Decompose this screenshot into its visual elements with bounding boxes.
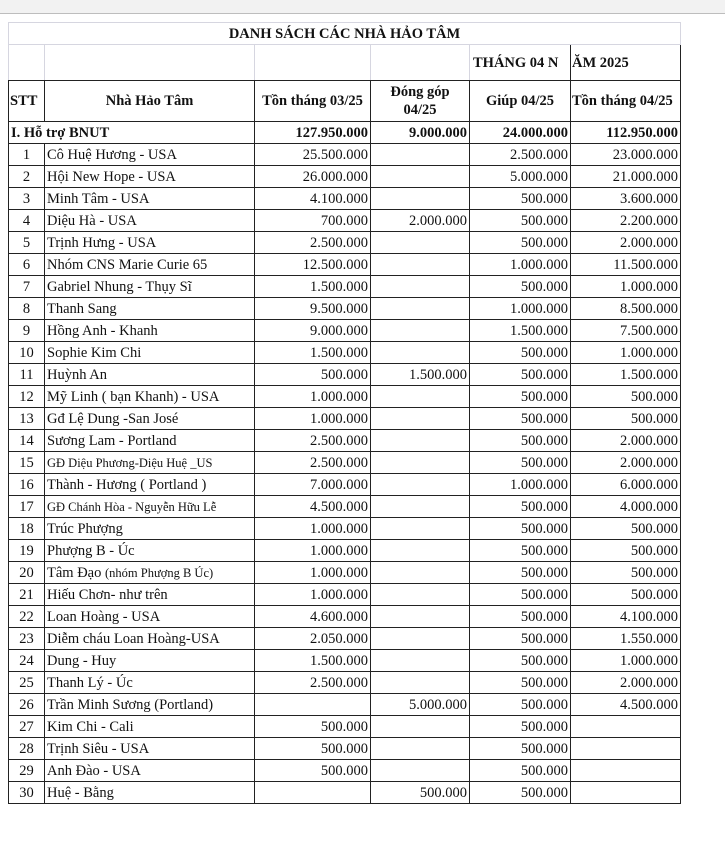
row-donor-name <box>45 430 255 452</box>
donor-name-text: Hồng Anh - Khanh <box>47 322 158 339</box>
row-stt: 3 <box>9 188 45 210</box>
table-row <box>9 342 681 364</box>
row-stt: 17 <box>9 496 45 518</box>
row-balance-curr <box>571 716 681 738</box>
row-balance-curr <box>571 782 681 804</box>
top-toolbar-strip <box>0 0 725 14</box>
row-aid: 500.000 <box>470 496 571 518</box>
donor-name-text: Minh Tâm - USA <box>47 190 150 207</box>
row-balance-prev: 1.000.000 <box>255 408 371 430</box>
row-stt: 8 <box>9 298 45 320</box>
row-balance-curr: 2.200.000 <box>571 210 681 232</box>
row-stt: 24 <box>9 650 45 672</box>
donor-name-text: Hiếu Chơn- như trên <box>47 586 168 603</box>
row-balance-prev: 9.500.000 <box>255 298 371 320</box>
table-row <box>9 562 681 584</box>
row-aid: 500.000 <box>470 672 571 694</box>
row-contribution <box>371 716 470 738</box>
row-stt: 28 <box>9 738 45 760</box>
sheet-title: DANH SÁCH CÁC NHÀ HẢO TÂM <box>9 23 681 45</box>
row-balance-curr: 7.500.000 <box>571 320 681 342</box>
row-balance-prev: 500.000 <box>255 760 371 782</box>
row-contribution <box>371 386 470 408</box>
row-aid: 500.000 <box>470 276 571 298</box>
row-balance-prev: 500.000 <box>255 738 371 760</box>
row-balance-curr: 6.000.000 <box>571 474 681 496</box>
row-aid: 500.000 <box>470 408 571 430</box>
row-balance-prev: 9.000.000 <box>255 320 371 342</box>
row-aid: 1.500.000 <box>470 320 571 342</box>
row-contribution <box>371 144 470 166</box>
row-contribution: 500.000 <box>371 782 470 804</box>
row-balance-prev: 12.500.000 <box>255 254 371 276</box>
row-contribution <box>371 452 470 474</box>
row-balance-curr: 11.500.000 <box>571 254 681 276</box>
row-contribution <box>371 298 470 320</box>
row-balance-prev: 2.500.000 <box>255 452 371 474</box>
row-stt: 4 <box>9 210 45 232</box>
donor-name-text: Dung - Huy <box>47 652 117 669</box>
row-contribution <box>371 496 470 518</box>
row-aid: 500.000 <box>470 650 571 672</box>
donor-name-text: Sương Lam - Portland <box>47 432 177 449</box>
row-donor-name <box>45 276 255 298</box>
table-row <box>9 188 681 210</box>
table-row <box>9 254 681 276</box>
row-stt: 12 <box>9 386 45 408</box>
row-aid: 500.000 <box>470 584 571 606</box>
row-balance-curr: 1.000.000 <box>571 650 681 672</box>
period-label-left: THÁNG 04 N <box>470 45 571 81</box>
row-stt: 21 <box>9 584 45 606</box>
row-stt: 10 <box>9 342 45 364</box>
row-donor-name <box>45 584 255 606</box>
row-contribution <box>371 430 470 452</box>
empty-cell <box>371 45 470 81</box>
row-balance-curr: 1.000.000 <box>571 342 681 364</box>
row-aid: 1.000.000 <box>470 254 571 276</box>
empty-cell <box>255 45 371 81</box>
row-donor-name <box>45 364 255 386</box>
row-balance-prev: 7.000.000 <box>255 474 371 496</box>
row-aid: 500.000 <box>470 694 571 716</box>
row-balance-prev: 25.500.000 <box>255 144 371 166</box>
section-balance-curr: 112.950.000 <box>571 122 681 144</box>
row-balance-curr: 500.000 <box>571 540 681 562</box>
row-donor-name <box>45 738 255 760</box>
row-balance-curr: 2.000.000 <box>571 232 681 254</box>
table-row <box>9 386 681 408</box>
row-contribution: 5.000.000 <box>371 694 470 716</box>
row-donor-name <box>45 320 255 342</box>
row-balance-curr: 4.000.000 <box>571 496 681 518</box>
row-donor-name <box>45 562 255 584</box>
table-row <box>9 474 681 496</box>
row-balance-prev: 2.500.000 <box>255 430 371 452</box>
table-row <box>9 518 681 540</box>
row-donor-name <box>45 694 255 716</box>
row-contribution <box>371 166 470 188</box>
row-balance-curr: 2.000.000 <box>571 430 681 452</box>
row-stt: 27 <box>9 716 45 738</box>
row-balance-prev: 1.500.000 <box>255 276 371 298</box>
row-contribution <box>371 320 470 342</box>
table-row <box>9 144 681 166</box>
row-balance-curr <box>571 760 681 782</box>
row-donor-name <box>45 606 255 628</box>
row-aid: 500.000 <box>470 232 571 254</box>
row-balance-curr: 500.000 <box>571 518 681 540</box>
row-balance-curr: 1.000.000 <box>571 276 681 298</box>
row-stt: 19 <box>9 540 45 562</box>
row-donor-name <box>45 408 255 430</box>
donor-name-text: Loan Hoàng - USA <box>47 608 161 625</box>
row-balance-curr: 1.500.000 <box>571 364 681 386</box>
donor-name-small-text: (nhóm Phượng B Úc) <box>104 565 214 580</box>
row-contribution <box>371 188 470 210</box>
table-row <box>9 210 681 232</box>
row-balance-prev: 1.000.000 <box>255 540 371 562</box>
donor-name-text: Trần Minh Sương (Portland) <box>47 696 214 713</box>
donor-name-text: Diễm cháu Loan Hoàng-USA <box>47 630 220 647</box>
row-balance-prev: 2.500.000 <box>255 232 371 254</box>
table-row <box>9 672 681 694</box>
row-balance-curr: 4.500.000 <box>571 694 681 716</box>
period-label-right: ĂM 2025 <box>571 45 681 81</box>
row-contribution <box>371 342 470 364</box>
row-stt: 13 <box>9 408 45 430</box>
row-balance-curr: 500.000 <box>571 408 681 430</box>
row-stt: 11 <box>9 364 45 386</box>
row-contribution: 2.000.000 <box>371 210 470 232</box>
row-contribution <box>371 474 470 496</box>
donor-name-text: Gđ Lệ Dung -San José <box>47 410 179 427</box>
period-row <box>9 45 681 81</box>
donor-name-text: Nhóm CNS Marie Curie 65 <box>47 256 208 273</box>
row-donor-name <box>45 650 255 672</box>
row-stt: 20 <box>9 562 45 584</box>
donor-name-text: Cô Huệ Hương - USA <box>47 146 177 163</box>
row-balance-prev: 1.000.000 <box>255 518 371 540</box>
row-donor-name <box>45 254 255 276</box>
row-balance-prev: 500.000 <box>255 716 371 738</box>
row-aid: 500.000 <box>470 782 571 804</box>
row-balance-prev: 2.050.000 <box>255 628 371 650</box>
donor-name-text: Trúc Phượng <box>47 520 123 537</box>
row-stt: 15 <box>9 452 45 474</box>
row-stt: 29 <box>9 760 45 782</box>
row-balance-curr: 1.550.000 <box>571 628 681 650</box>
table-row <box>9 694 681 716</box>
row-stt: 25 <box>9 672 45 694</box>
row-stt: 14 <box>9 430 45 452</box>
row-donor-name <box>45 144 255 166</box>
row-donor-name <box>45 210 255 232</box>
row-balance-prev: 26.000.000 <box>255 166 371 188</box>
row-aid: 500.000 <box>470 386 571 408</box>
table-row <box>9 496 681 518</box>
row-aid: 500.000 <box>470 452 571 474</box>
row-balance-prev: 1.500.000 <box>255 342 371 364</box>
row-balance-curr: 8.500.000 <box>571 298 681 320</box>
table-row <box>9 430 681 452</box>
row-contribution: 1.500.000 <box>371 364 470 386</box>
row-balance-curr: 23.000.000 <box>571 144 681 166</box>
row-balance-prev: 500.000 <box>255 364 371 386</box>
donor-name-text: Huỳnh An <box>47 366 108 383</box>
donor-name-text: Phượng B - Úc <box>47 542 135 559</box>
table-row <box>9 320 681 342</box>
row-balance-curr: 500.000 <box>571 562 681 584</box>
table-row <box>9 408 681 430</box>
row-contribution <box>371 672 470 694</box>
donor-name-text: Trịnh Siêu - USA <box>47 740 150 757</box>
row-donor-name <box>45 342 255 364</box>
table-row <box>9 452 681 474</box>
table-row <box>9 584 681 606</box>
row-donor-name <box>45 672 255 694</box>
header-name: Nhà Hảo Tâm <box>45 81 255 122</box>
row-contribution <box>371 606 470 628</box>
table-row <box>9 782 681 804</box>
donor-name-text: Sophie Kim Chi <box>47 344 142 361</box>
row-balance-curr: 2.000.000 <box>571 672 681 694</box>
donor-name-text: Mỹ Linh ( bạn Khanh) - USA <box>47 388 220 405</box>
table-row <box>9 606 681 628</box>
section-contribution: 9.000.000 <box>371 122 470 144</box>
header-aid: Giúp 04/25 <box>470 81 571 122</box>
row-contribution <box>371 540 470 562</box>
empty-cell <box>9 45 45 81</box>
table-row <box>9 364 681 386</box>
row-donor-name <box>45 628 255 650</box>
donor-table <box>8 22 681 804</box>
row-stt: 6 <box>9 254 45 276</box>
table-row <box>9 276 681 298</box>
donor-name-text: Trịnh Hưng - USA <box>47 234 157 251</box>
row-balance-prev: 4.100.000 <box>255 188 371 210</box>
donor-name-text: Thành - Hương ( Portland ) <box>47 476 207 493</box>
row-contribution <box>371 232 470 254</box>
row-stt: 30 <box>9 782 45 804</box>
donor-name-text: Diệu Hà - USA <box>47 212 137 229</box>
row-donor-name <box>45 386 255 408</box>
section-aid: 24.000.000 <box>470 122 571 144</box>
row-balance-curr: 500.000 <box>571 386 681 408</box>
row-stt: 23 <box>9 628 45 650</box>
row-balance-curr <box>571 738 681 760</box>
table-row <box>9 298 681 320</box>
row-balance-prev <box>255 782 371 804</box>
row-contribution <box>371 738 470 760</box>
row-contribution <box>371 562 470 584</box>
row-contribution <box>371 276 470 298</box>
row-contribution <box>371 518 470 540</box>
row-balance-prev: 1.000.000 <box>255 584 371 606</box>
donor-name-text: Gabriel Nhung - Thụy Sĩ <box>47 278 192 295</box>
row-stt: 7 <box>9 276 45 298</box>
row-aid: 500.000 <box>470 540 571 562</box>
row-balance-prev: 4.600.000 <box>255 606 371 628</box>
table-row <box>9 738 681 760</box>
row-aid: 500.000 <box>470 188 571 210</box>
table-row <box>9 716 681 738</box>
row-aid: 500.000 <box>470 364 571 386</box>
donor-name-text: Hội New Hope - USA <box>47 168 176 185</box>
row-donor-name <box>45 540 255 562</box>
row-contribution <box>371 650 470 672</box>
table-row <box>9 166 681 188</box>
row-aid: 500.000 <box>470 430 571 452</box>
row-aid: 5.000.000 <box>470 166 571 188</box>
row-balance-prev: 4.500.000 <box>255 496 371 518</box>
row-balance-prev: 1.000.000 <box>255 562 371 584</box>
row-donor-name <box>45 518 255 540</box>
donor-name-text: Thanh Sang <box>47 300 117 317</box>
donor-name-text: Tâm Đạo <box>47 564 105 581</box>
empty-cell <box>45 45 255 81</box>
row-balance-curr: 2.000.000 <box>571 452 681 474</box>
row-donor-name <box>45 298 255 320</box>
row-balance-prev <box>255 694 371 716</box>
row-balance-prev: 2.500.000 <box>255 672 371 694</box>
row-contribution <box>371 760 470 782</box>
header-balance-prev: Tồn tháng 03/25 <box>255 81 371 122</box>
row-balance-curr: 21.000.000 <box>571 166 681 188</box>
section-balance-prev: 127.950.000 <box>255 122 371 144</box>
row-contribution <box>371 584 470 606</box>
donor-name-small-text: GĐ Chánh Hòa - Nguyễn Hữu Lễ <box>47 499 217 514</box>
table-row <box>9 760 681 782</box>
row-aid: 500.000 <box>470 716 571 738</box>
row-balance-curr: 4.100.000 <box>571 606 681 628</box>
row-donor-name <box>45 166 255 188</box>
row-donor-name <box>45 188 255 210</box>
row-stt: 9 <box>9 320 45 342</box>
row-balance-curr: 500.000 <box>571 584 681 606</box>
row-donor-name <box>45 716 255 738</box>
row-balance-prev: 1.000.000 <box>255 386 371 408</box>
row-stt: 18 <box>9 518 45 540</box>
section-label: I. Hỗ trợ BNUT <box>9 122 255 144</box>
table-row <box>9 540 681 562</box>
row-aid: 2.500.000 <box>470 144 571 166</box>
header-contribution: Đóng góp 04/25 <box>371 81 470 122</box>
header-balance-curr: Tồn tháng 04/25 <box>571 81 681 122</box>
row-stt: 16 <box>9 474 45 496</box>
table-row <box>9 650 681 672</box>
row-contribution <box>371 628 470 650</box>
donor-name-text: Kim Chi - Cali <box>47 718 134 735</box>
row-balance-prev: 1.500.000 <box>255 650 371 672</box>
section-row <box>9 122 681 144</box>
title-row <box>9 23 681 45</box>
row-donor-name <box>45 232 255 254</box>
table-row <box>9 232 681 254</box>
row-aid: 500.000 <box>470 518 571 540</box>
row-aid: 1.000.000 <box>470 298 571 320</box>
row-donor-name <box>45 474 255 496</box>
row-donor-name <box>45 760 255 782</box>
row-stt: 2 <box>9 166 45 188</box>
donor-name-text: Huệ - Bằng <box>47 784 114 801</box>
row-stt: 5 <box>9 232 45 254</box>
row-donor-name <box>45 782 255 804</box>
row-balance-prev: 700.000 <box>255 210 371 232</box>
row-aid: 500.000 <box>470 342 571 364</box>
row-donor-name <box>45 496 255 518</box>
donor-name-small-text: GĐ Diệu Phương-Diệu Huệ _US <box>47 455 213 470</box>
row-aid: 500.000 <box>470 606 571 628</box>
donor-name-text: Anh Đào - USA <box>47 762 141 779</box>
row-aid: 1.000.000 <box>470 474 571 496</box>
row-stt: 26 <box>9 694 45 716</box>
row-stt: 22 <box>9 606 45 628</box>
row-balance-curr: 3.600.000 <box>571 188 681 210</box>
row-contribution <box>371 254 470 276</box>
row-aid: 500.000 <box>470 628 571 650</box>
row-donor-name <box>45 452 255 474</box>
donor-name-text: Thanh Lý - Úc <box>47 674 133 691</box>
table-row <box>9 628 681 650</box>
header-stt: STT <box>9 81 45 122</box>
row-contribution <box>371 408 470 430</box>
row-aid: 500.000 <box>470 738 571 760</box>
row-aid: 500.000 <box>470 760 571 782</box>
row-aid: 500.000 <box>470 210 571 232</box>
row-aid: 500.000 <box>470 562 571 584</box>
row-stt: 1 <box>9 144 45 166</box>
header-row <box>9 81 681 122</box>
